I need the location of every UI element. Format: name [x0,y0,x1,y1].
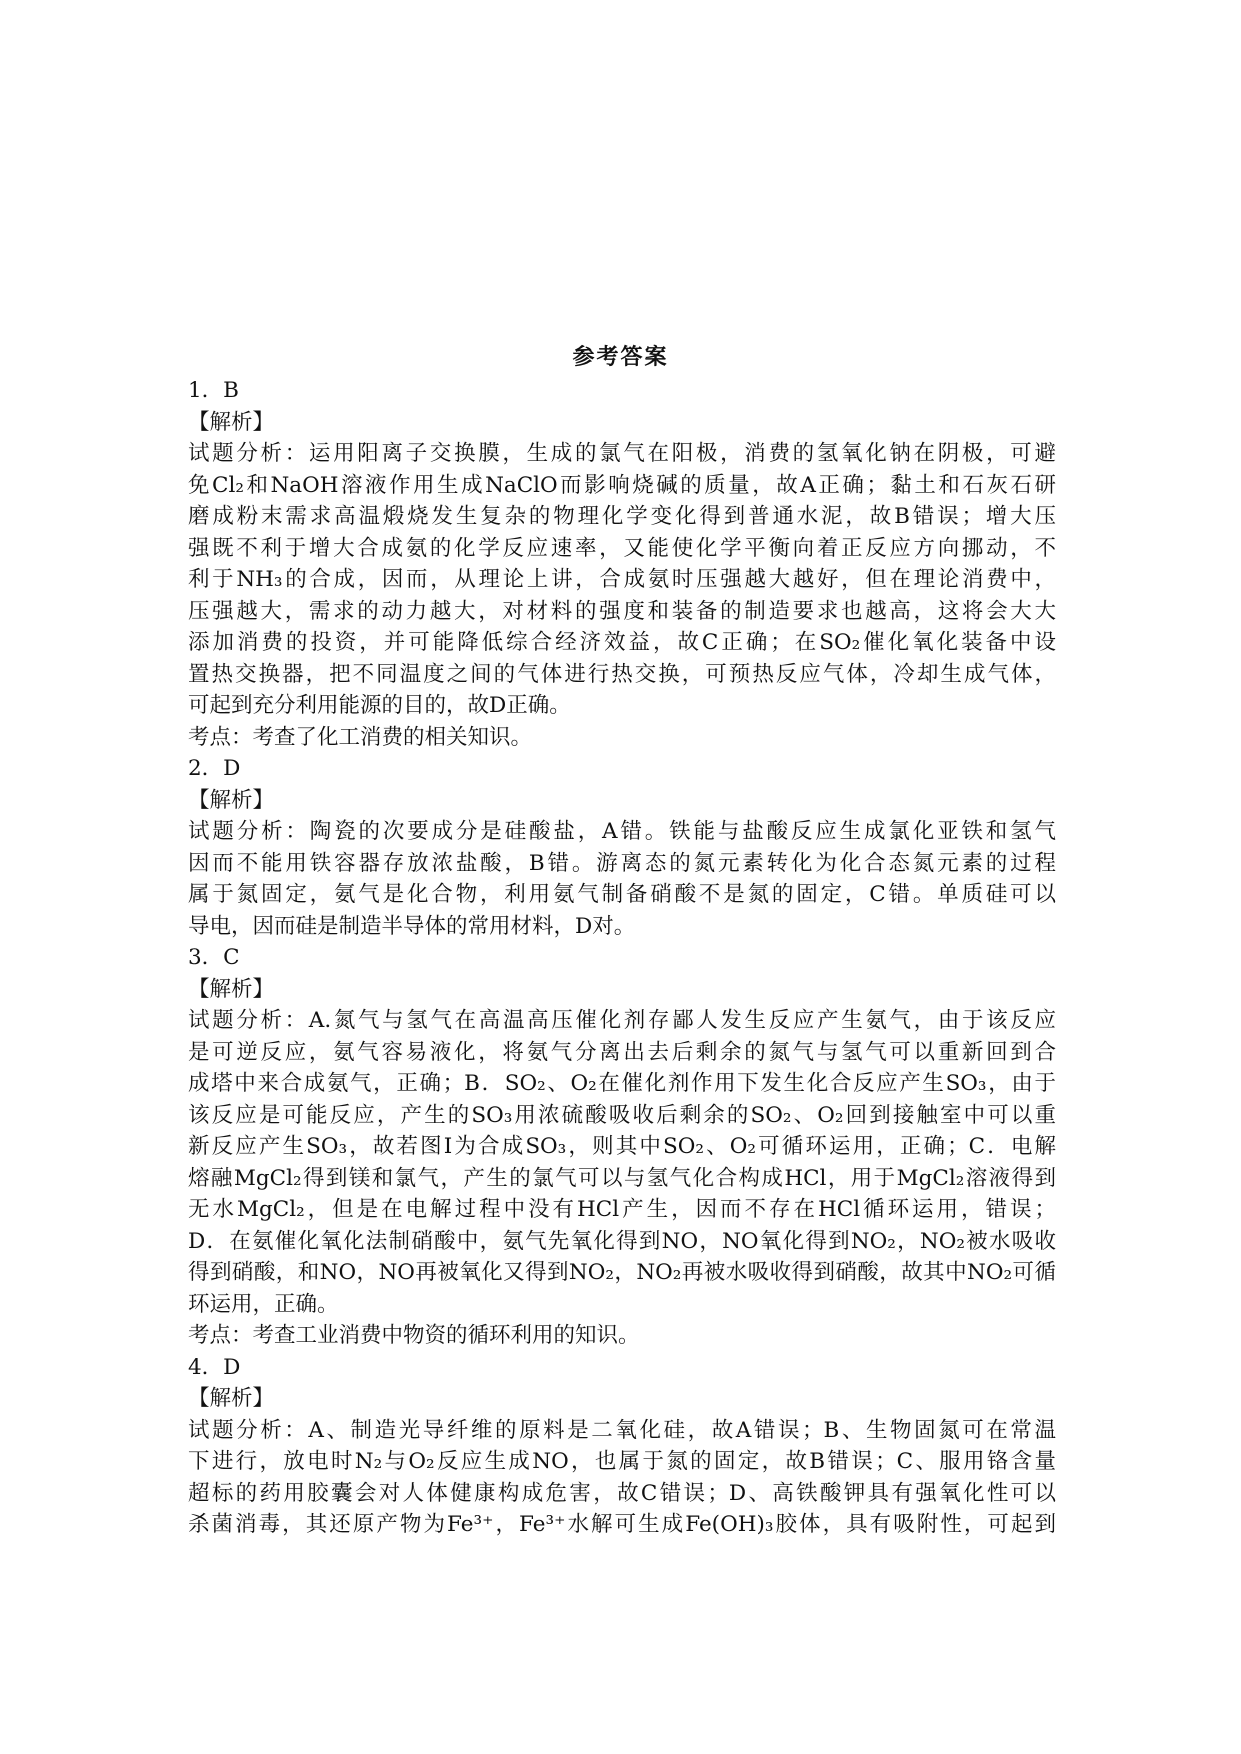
text-line: 下进行，放电时N₂与O₂反应生成NO，也属于氮的固定，故B错误；C、服用铬含量 [188,1449,1056,1474]
text-line: 磨成粉末需求高温煅烧发生复杂的物理化学变化得到普通水泥，故B错误；增大压 [188,504,1056,529]
text-line: 超标的药用胶囊会对人体健康构成危害，故C错误；D、高铁酸钾具有强氧化性可以 [188,1480,1056,1506]
text-line: 2．D [188,756,241,781]
text-line: 考点：考查工业消费中物资的循环利用的知识。 [188,1323,640,1348]
text-line: 【解析】 [188,976,275,1002]
text-line: 利于NH₃的合成，因而，从理论上讲，合成氨时压强越大越好，但在理论消费中， [188,567,1056,592]
text-line: 1．B [188,378,239,403]
text-line: 试题分析：陶瓷的次要成分是硅酸盐，A错。铁能与盐酸反应生成氯化亚铁和氢气 [188,819,1056,844]
text-line: 置热交换器，把不同温度之间的气体进行热交换，可预热反应气体，冷却生成气体， [188,661,1056,687]
text-line: 考点：考查了化工消费的相关知识。 [188,724,533,750]
text-line: 【解析】 [188,787,275,813]
text-line: 新反应产生SO₃，故若图Ⅰ为合成SO₃，则其中SO₂、O₂可循环运用，正确；C．电解 [188,1134,1056,1159]
text-line: 杀菌消毒，其还原产物为Fe³⁺，Fe³⁺水解可生成Fe(OH)₃胶体，具有吸附性，可起到 [188,1512,1056,1537]
text-line: 无水MgCl₂，但是在电解过程中没有HCl产生，因而不存在HCl循环运用，错误； [188,1197,1056,1222]
text-line: 因而不能用铁容器存放浓盐酸，B错。游离态的氮元素转化为化合态氮元素的过程 [188,850,1056,876]
text-line: 强既不利于增大合成氨的化学反应速率，又能使化学平衡向着正反应方向挪动，不 [188,535,1056,561]
text-line: 3．C [188,945,240,970]
text-line: 压强越大，需求的动力越大，对材料的强度和装备的制造要求也越高，这将会大大 [188,598,1056,624]
text-line: 成塔中来合成氨气，正确；B．SO₂、O₂在催化剂作用下发生化合反应产生SO₃，由于 [188,1071,1056,1096]
text-line: 是可逆反应，氨气容易液化，将氨气分离出去后剩余的氮气与氢气可以重新回到合 [188,1039,1056,1065]
text-line: 试题分析：A、制造光导纤维的原料是二氧化硅，故A错误；B、生物固氮可在常温 [188,1417,1056,1443]
text-line: 免Cl₂和NaOH溶液作用生成NaClO而影响烧碱的质量，故A正确；黏土和石灰石研 [188,472,1056,498]
text-line: 【解析】 [188,409,275,435]
text-line: 属于氮固定，氨气是化合物，利用氨气制备硝酸不是氮的固定，C错。单质硅可以 [188,882,1056,907]
text-line: 4．D [188,1354,241,1380]
text-line: 【解析】 [188,1386,275,1411]
text-line: 该反应是可能反应，产生的SO₃用浓硫酸吸收后剩余的SO₂、O₂回到接触室中可以重 [188,1102,1056,1128]
text-line: D．在氨催化氧化法制硝酸中，氨气先氧化得到NO，NO氧化得到NO₂，NO₂被水吸收 [188,1228,1056,1254]
document-title: 参考答案 [572,344,669,370]
text-line: 可起到充分利用能源的目的，故D正确。 [188,693,571,718]
text-line: 添加消费的投资，并可能降低综合经济效益，故C正确；在SO₂催化氧化装备中设 [188,630,1056,655]
text-line: 导电，因而硅是制造半导体的常用材料，D对。 [188,913,636,939]
text-line: 得到硝酸，和NO，NO再被氧化又得到NO₂，NO₂再被水吸收得到硝酸，故其中NO₂可循 [188,1260,1056,1285]
text-line: 熔融MgCl₂得到镁和氯气，产生的氯气可以与氢气化合构成HCl，用于MgCl₂溶液得到 [188,1165,1056,1191]
text-line: 试题分析：A.氮气与氢气在高温高压催化剂存鄙人发生反应产生氨气，由于该反应 [188,1008,1056,1033]
text-line: 环运用，正确。 [188,1291,339,1317]
answer-content [188,375,1056,1541]
text-line: 试题分析：运用阳离子交换膜，生成的氯气在阳极，消费的氢氧化钠在阴极，可避 [188,441,1056,466]
